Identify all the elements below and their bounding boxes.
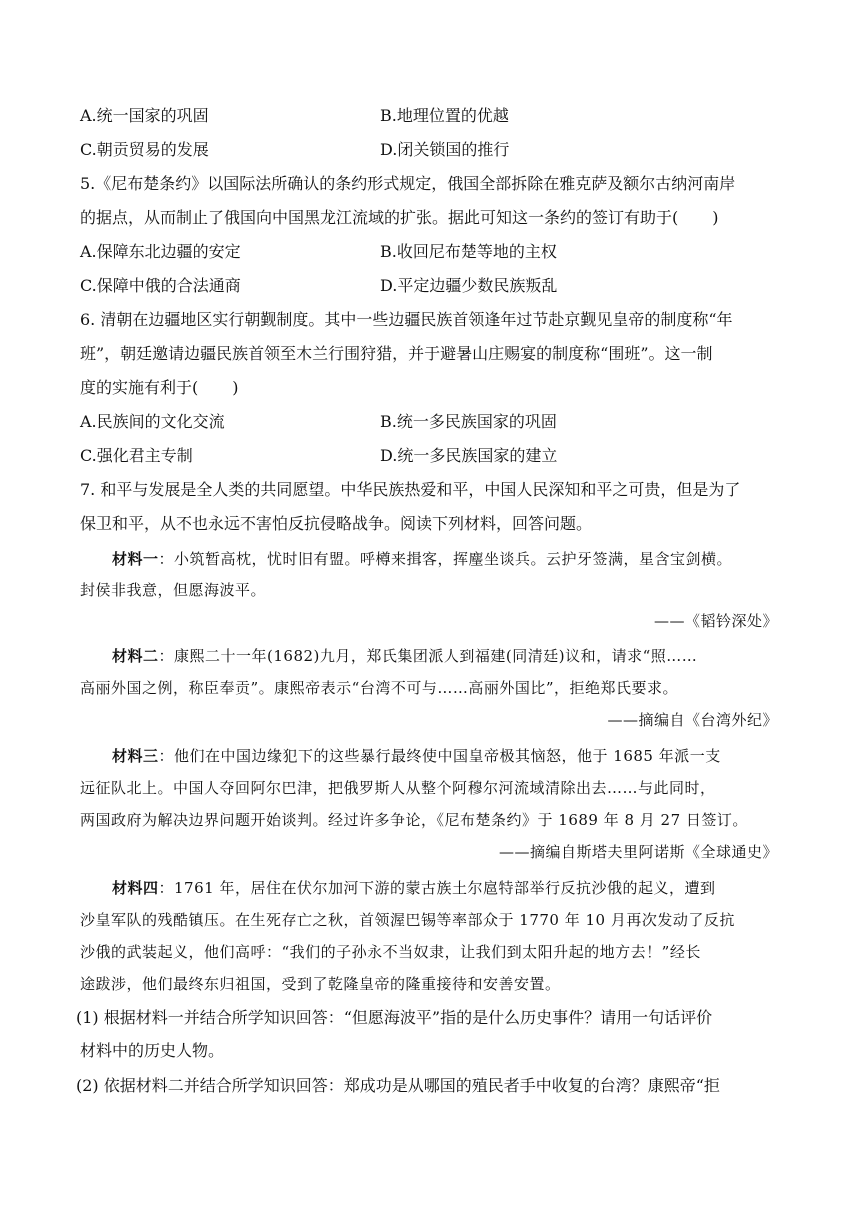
material-2-line-2: 高丽外国之例，称臣奉贡”。康熙帝表示“台湾不可与……高丽外国比”，拒绝郑氏要求。 xyxy=(80,679,679,697)
material-4-line-4: 途跋涉，他们最终东归祖国，受到了乾隆皇帝的隆重接待和安善安置。 xyxy=(80,975,561,993)
material-1-line-1 xyxy=(112,549,732,569)
subquestion-1-line-1: (1) 根据材料一并结合所学知识回答：“但愿海波平”指的是什么历史事件？请用一句话评价 xyxy=(76,1008,713,1027)
q6-stem-text: 度的实施有利于( xyxy=(80,378,199,397)
material-4-line-1 xyxy=(112,878,715,898)
material-2-line-1 xyxy=(112,646,697,666)
material-3-line-3: 两国政府为解决边界问题开始谈判。经过许多争论，《尼布楚条约》于 1689 年 8 月 27 日签订。 xyxy=(80,811,748,829)
material-1-text: ：小筑暂高枕，忧时旧有盟。呼樽来揖客，挥麈坐谈兵。云护牙签满，星含宝剑横。 xyxy=(158,550,733,568)
q6-stem-line-3 xyxy=(80,378,239,398)
q4-option-b: B.地理位置的优越 xyxy=(380,106,509,125)
material-3-line-1 xyxy=(112,746,721,766)
subquestion-1-line-2: 材料中的历史人物。 xyxy=(80,1041,225,1060)
material-1-line-2: 封侯非我意，但愿海波平。 xyxy=(80,581,267,599)
q6-option-a: A.民族间的文化交流 xyxy=(80,412,225,431)
q5-option-b: B.收回尼布楚等地的主权 xyxy=(380,242,557,261)
material-4-line-3: 沙俄的武装起义，他们高呼：“我们的子孙永不当奴隶，让我们到太阳升起的地方去！”经长 xyxy=(80,943,701,961)
q4-option-d: D.闭关锁国的推行 xyxy=(380,140,510,159)
q5-option-d: D.平定边疆少数民族叛乱 xyxy=(380,276,558,295)
q7-stem-line-1: 7. 和平与发展是全人类的共同愿望。中华民族热爱和平，中国人民深知和平之可贵，但是为了 xyxy=(80,480,741,499)
material-4-line-2: 沙皇军队的残酷镇压。在生死存亡之秋，首领渥巴锡等率部众于 1770 年 10 月再次发动了反抗 xyxy=(80,911,735,929)
q5-stem-text: 的据点，从而制止了俄国向中国黑龙江流域的扩张。据此可知这一条约的签订有助于( xyxy=(80,208,679,227)
material-4-text: ：1761 年，居住在伏尔加河下游的蒙古族土尔扈特部举行反抗沙俄的起义，遭到 xyxy=(158,879,716,897)
q5-answer-bracket-close: ) xyxy=(712,208,719,227)
q5-option-a: A.保障东北边疆的安定 xyxy=(80,242,241,261)
q5-option-c: C.保障中俄的合法通商 xyxy=(80,276,241,295)
q4-option-a: A.统一国家的巩固 xyxy=(80,106,209,125)
q7-stem-line-2: 保卫和平，从不也永远不害怕反抗侵略战争。阅读下列材料，回答问题。 xyxy=(80,514,593,533)
material-3-source: ——摘编自斯塔夫里阿诺斯《全球通史》 xyxy=(498,843,778,861)
material-2-label: 材料二 xyxy=(112,647,159,665)
q6-stem-line-1: 6. 清朝在边疆地区实行朝觐制度。其中一些边疆民族首领逢年过节赴京觐见皇帝的制度称“年 xyxy=(80,310,733,329)
material-4-label: 材料四 xyxy=(112,879,159,897)
q6-option-b: B.统一多民族国家的巩固 xyxy=(380,412,557,431)
material-3-label: 材料三 xyxy=(112,747,159,765)
q6-answer-bracket-close: ) xyxy=(232,378,239,397)
material-3-line-2: 远征队北上。中国人夺回阿尔巴津，把俄罗斯人从整个阿穆尔河流域清除出去……与此同时， xyxy=(80,779,716,797)
q5-stem-line-1: 5.《尼布楚条约》以国际法所确认的条约形式规定，俄国全部拆除在雅克萨及额尔古纳河南岸 xyxy=(80,174,736,193)
material-3-text: ：他们在中国边缘犯下的这些暴行最终使中国皇帝极其恼怒，他于 1685 年派一支 xyxy=(158,747,721,765)
subquestion-2-line-1: (2) 依据材料二并结合所学知识回答：郑成功是从哪国的殖民者手中收复的台湾？康熙帝“拒 xyxy=(76,1076,720,1095)
material-2-text: ：康熙二十一年(1682)九月，郑氏集团派人到福建(同清廷)议和，请求“照…… xyxy=(158,647,698,665)
q6-option-d: D.统一多民族国家的建立 xyxy=(380,446,558,465)
material-1-source: ——《韬钤深处》 xyxy=(653,612,778,630)
material-1-label: 材料一 xyxy=(112,550,159,568)
q6-stem-line-2: 班”，朝廷邀请边疆民族首领至木兰行围狩猎，并于避暑山庄赐宴的制度称“围班”。这一制 xyxy=(80,344,713,363)
material-2-source: ——摘编自《台湾外纪》 xyxy=(607,711,778,729)
q5-stem-line-2 xyxy=(80,208,719,228)
q6-option-c: C.强化君主专制 xyxy=(80,446,193,465)
q4-option-c: C.朝贡贸易的发展 xyxy=(80,140,209,159)
